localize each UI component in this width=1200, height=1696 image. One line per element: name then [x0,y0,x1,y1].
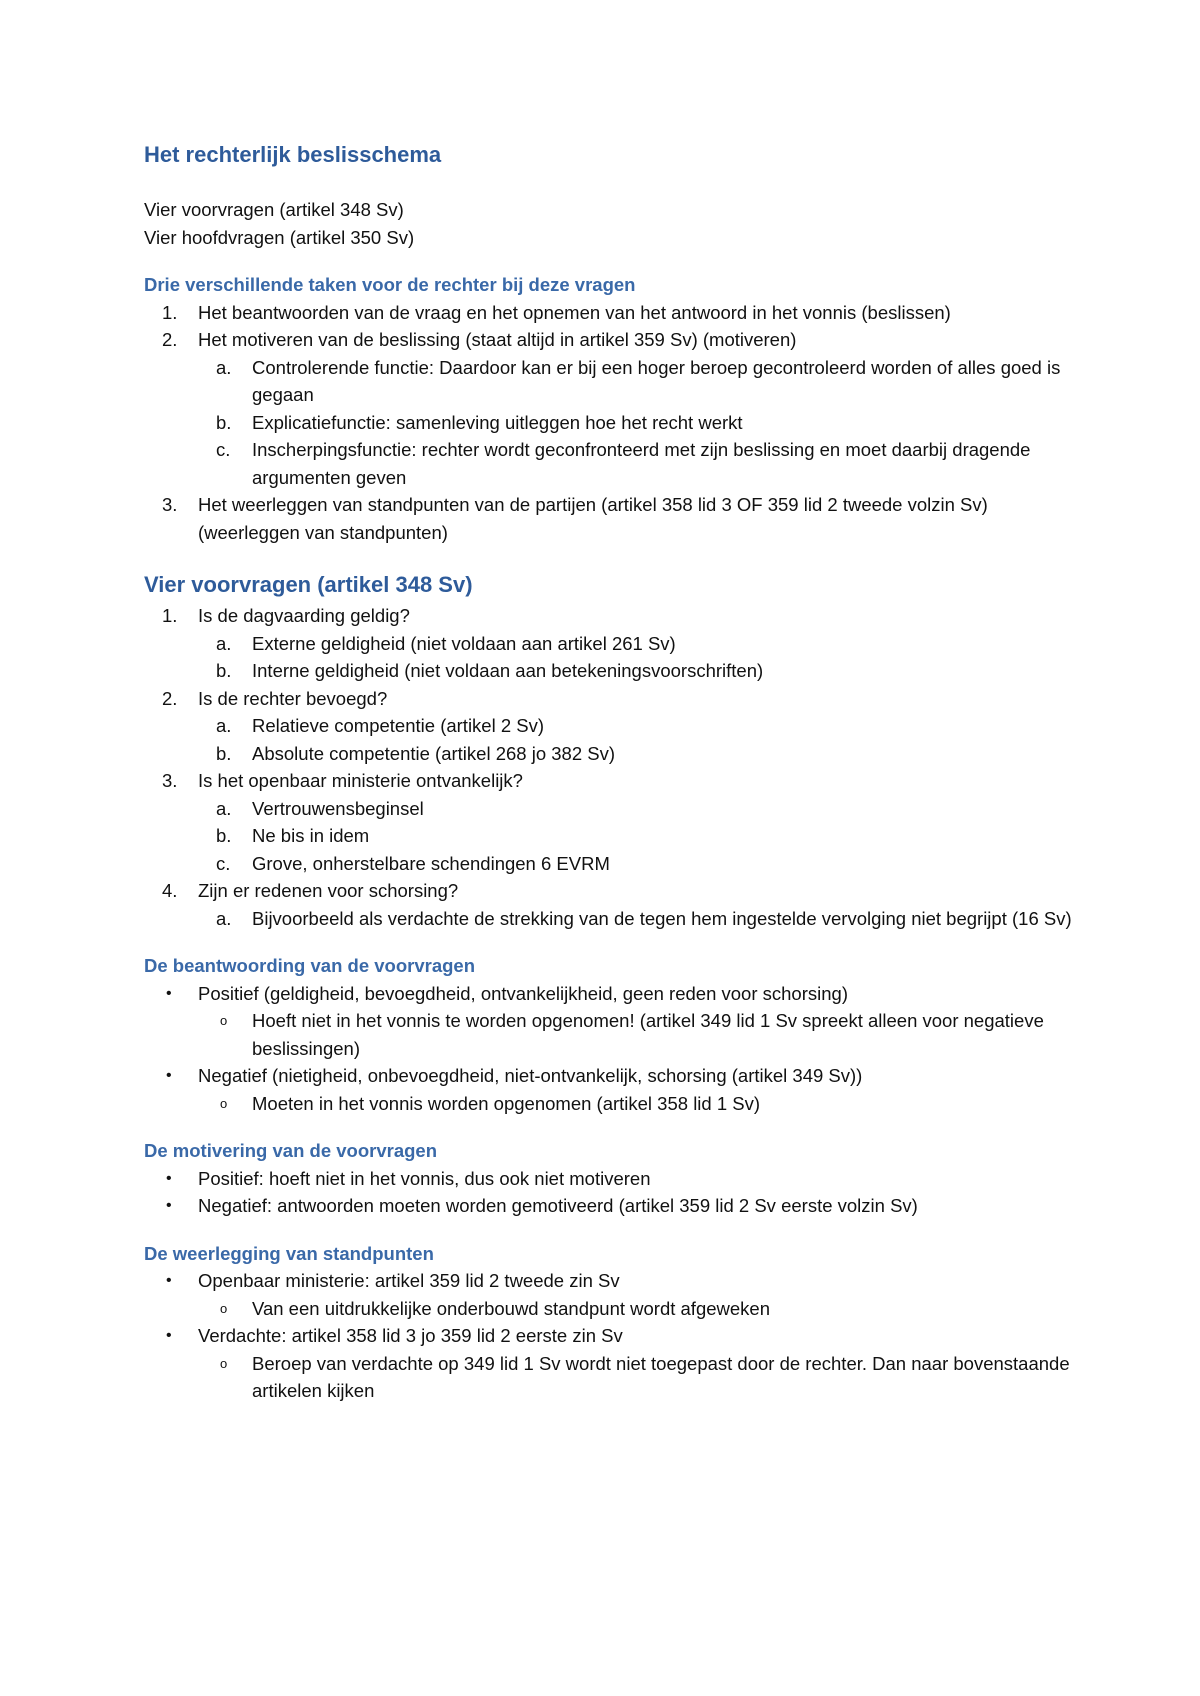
sub-list-item [144,630,1074,658]
list-item-text: Verdachte: artikel 358 lid 3 jo 359 lid 2 eerste zin Sv [198,1325,623,1346]
sub-list-item-text: Externe geldigheid (niet voldaan aan artikel 261 Sv) [252,632,676,654]
list-item [144,1322,1074,1350]
bullet-marker: • [166,1067,172,1084]
list-item-text: Is de dagvaarding geldig? [198,605,410,626]
list-item [144,767,1074,795]
list-item [144,1267,1074,1295]
list-number: 2. [162,687,178,709]
sub-list-item-text: Beroep van verdachte op 349 lid 1 Sv wordt niet toegepast door de rechter. Dan naar bovenstaande artikelen kijken [252,1352,1070,1401]
list-letter: c. [216,852,231,874]
list-motivering [144,1165,1074,1220]
section-heading-weerlegging: De weerlegging van standpunten [144,1242,434,1264]
sub-list-item-text: Absolute competentie (artikel 268 jo 382 Sv) [252,742,616,764]
sub-list-item-text: Relatieve competentie (artikel 2 Sv) [252,715,545,736]
circle-marker: o [220,1095,228,1111]
list-item-text: Is het openbaar ministerie ontvankelijk? [198,770,523,791]
list-letter: a. [216,356,232,378]
list-tasks [144,299,1074,547]
list-number: 2. [162,329,178,350]
sub-list-item [144,1007,1074,1062]
bullet-marker: • [166,1197,172,1214]
sub-list-item [144,1295,1074,1323]
document-title: Het rechterlijk beslisschema [144,142,442,167]
sub-list-item-text: Inscherpingsfunctie: rechter wordt geconfronteerd met zijn beslissing en moet daarbij dragende argumenten geven [252,439,1031,488]
sub-list-item [144,795,1074,823]
intro-line: Vier hoofdvragen (artikel 350 Sv) [144,226,415,248]
list-item-text: Het motiveren van de beslissing (staat altijd in artikel 359 Sv) (motiveren) [198,329,797,350]
list-letter: b. [216,825,232,846]
list-number: 1. [162,301,178,323]
list-item-text: Openbaar ministerie: artikel 359 lid 2 tweede zin Sv [198,1270,620,1291]
list-item [144,602,1074,630]
list-number: 3. [162,770,178,791]
list-letter: c. [216,439,231,460]
list-letter: a. [216,797,232,819]
sub-list-item [144,354,1074,409]
list-item [144,685,1074,713]
sub-list-item-text: Grove, onherstelbare schendingen 6 EVRM [252,852,610,874]
bullet-marker: • [166,1272,172,1289]
bullet-marker: • [166,1169,172,1187]
list-item-text: Het beantwoorden van de vraag en het opnemen van het antwoord in het vonnis (beslissen) [198,301,951,323]
sub-list-item [144,740,1074,768]
list-item-text: Negatief (nietigheid, onbevoegdheid, niet-ontvankelijk, schorsing (artikel 349 Sv)) [198,1065,863,1086]
section-heading-tasks: Drie verschillende taken voor de rechter bij deze vragen [144,274,636,295]
bullet-marker: • [166,984,172,1002]
section-heading-motivering: De motivering van de voorvragen [144,1140,438,1161]
sub-list-item-text: Vertrouwensbeginsel [252,797,424,819]
list-weerlegging [144,1267,1074,1405]
sub-list-item [144,822,1074,850]
sub-list-item [144,905,1074,933]
list-item-text: Het weerleggen van standpunten van de partijen (artikel 358 lid 3 OF 359 lid 2 tweede volzin Sv) (weerleggen van standpunten) [198,494,988,543]
list-letter: a. [216,907,232,929]
list-item [144,326,1074,354]
sub-list-item-text: Van een uitdrukkelijke onderbouwd standpunt wordt afgeweken [252,1297,770,1319]
sub-list-item [144,1090,1074,1118]
list-number: 1. [162,605,178,626]
list-item-text: Positief (geldigheid, bevoegdheid, ontvankelijkheid, geen reden voor schorsing) [198,982,848,1004]
list-item [144,1062,1074,1090]
sub-list-item-text: Bijvoorbeeld als verdachte de strekking van de tegen hem ingestelde vervolging niet begrijpt (16 Sv) [252,907,1072,929]
sub-list-item-text: Moeten in het vonnis worden opgenomen (artikel 358 lid 1 Sv) [252,1092,761,1114]
list-item [144,877,1074,905]
list-number: 3. [162,494,178,515]
sub-list-item [144,1350,1074,1405]
circle-marker: o [220,1355,228,1371]
list-item-text: Is de rechter bevoegd? [198,687,388,709]
list-item [144,1192,1074,1220]
sub-list-item [144,850,1074,878]
sub-list-item [144,409,1074,437]
list-item-text: Negatief: antwoorden moeten worden gemotiveerd (artikel 359 lid 2 Sv eerste volzin Sv) [198,1195,918,1216]
sub-list-item-text: Explicatiefunctie: samenleving uitleggen hoe het recht werkt [252,411,743,433]
list-beantwoording [144,980,1074,1118]
sub-list-item-text: Ne bis in idem [252,825,370,846]
list-letter: b. [216,742,232,764]
sub-list-item [144,712,1074,740]
list-voorvragen [144,602,1074,932]
list-item [144,1165,1074,1193]
list-item [144,299,1074,327]
intro-line: Vier voorvragen (artikel 348 Sv) [144,199,404,220]
list-letter: a. [216,632,232,654]
list-letter: a. [216,715,232,736]
bullet-marker: • [166,1327,172,1344]
sub-list-item-text: Controlerende functie: Daardoor kan er bij een hoger beroep gecontroleerd worden of alles goed is gegaan [252,356,1061,405]
list-number: 4. [162,880,178,901]
sub-list-item [144,436,1074,491]
list-item-text: Positief: hoeft niet in het vonnis, dus ook niet motiveren [198,1167,651,1189]
list-item [144,980,1074,1008]
list-item [144,491,1074,546]
document-body [144,140,1074,1405]
section-heading-beantwoording: De beantwoording van de voorvragen [144,955,476,976]
sub-list-item-text: Hoeft niet in het vonnis te worden opgenomen! (artikel 349 lid 1 Sv spreekt alleen voor negatieve beslissingen) [252,1010,1044,1059]
list-item-text: Zijn er redenen voor schorsing? [198,880,459,901]
sub-list-item-text: Interne geldigheid (niet voldaan aan betekeningsvoorschriften) [252,660,764,681]
sub-list-item [144,657,1074,685]
list-letter: b. [216,411,232,433]
circle-marker: o [220,1013,228,1028]
section-heading-voorvragen: Vier voorvragen (artikel 348 Sv) [144,572,473,597]
circle-marker: o [220,1300,228,1316]
list-letter: b. [216,660,232,681]
